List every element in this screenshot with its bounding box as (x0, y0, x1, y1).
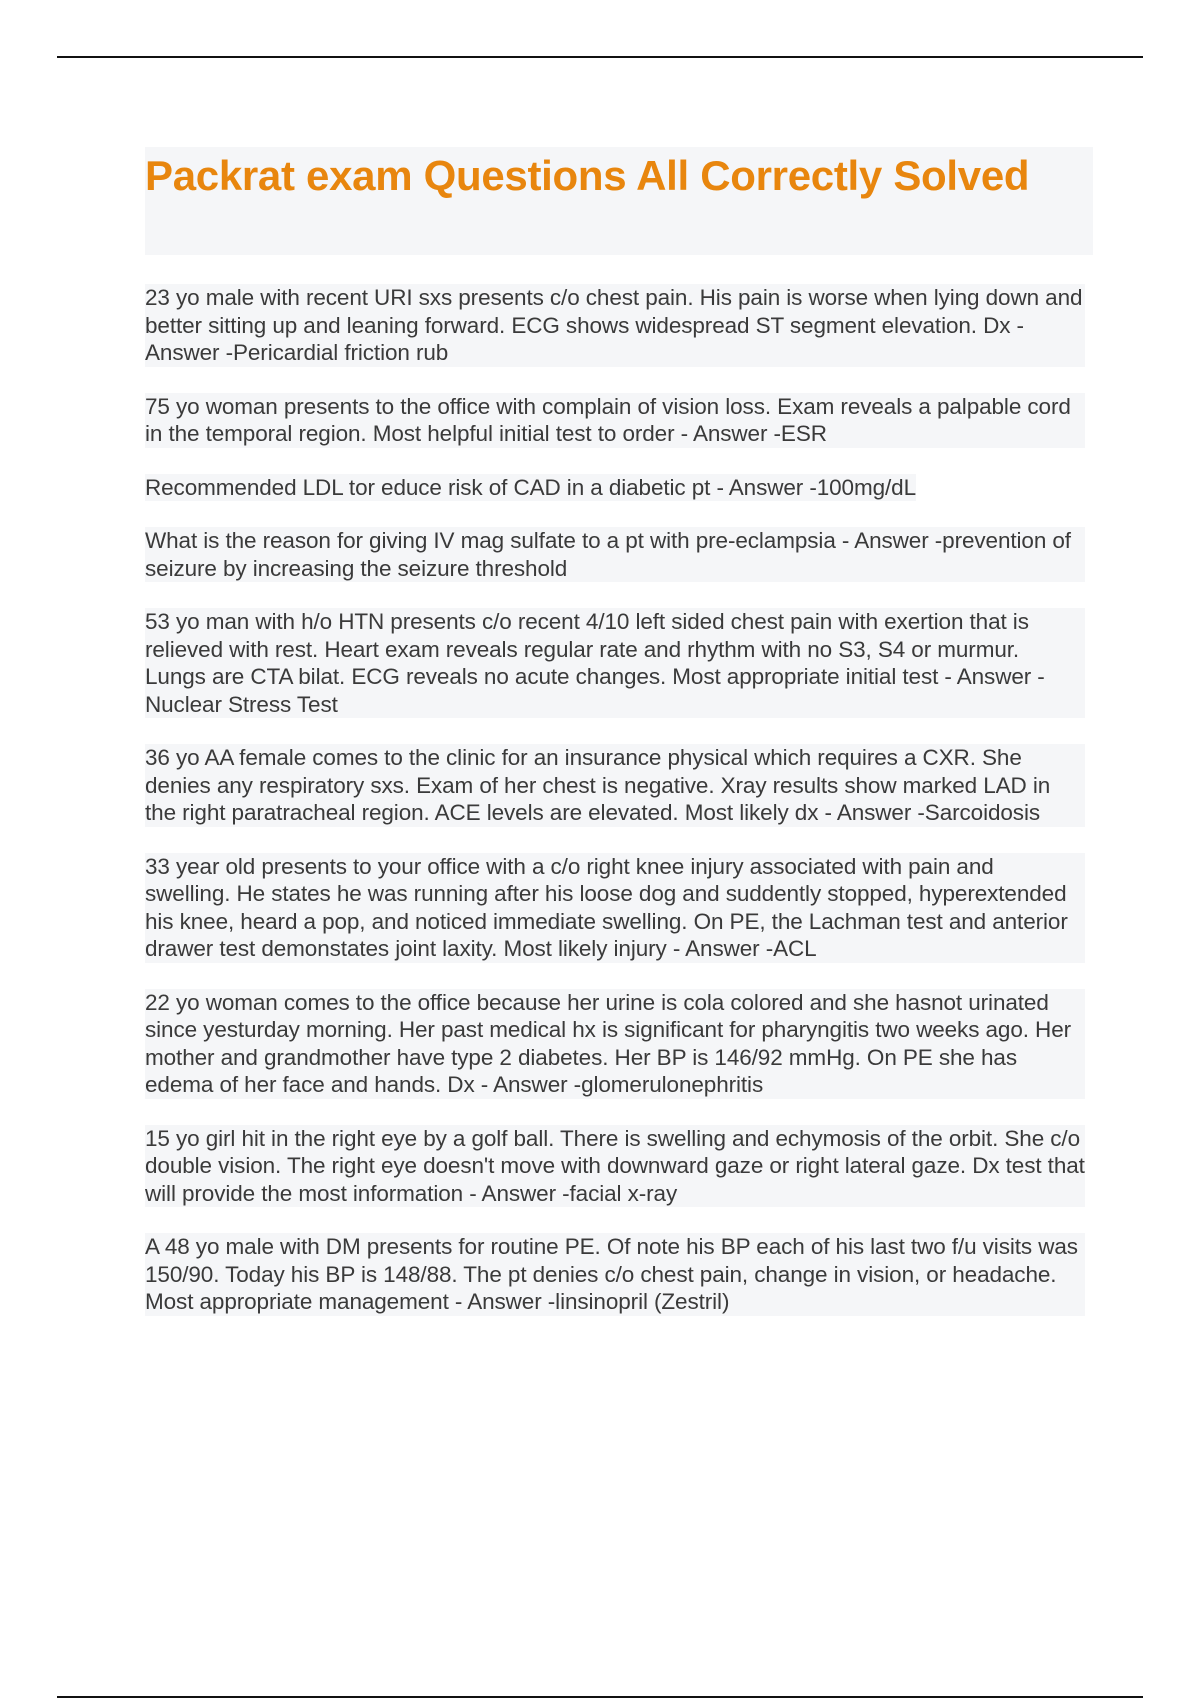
answer-separator: - Answer - (145, 312, 1024, 365)
qa-item (145, 1125, 1085, 1208)
title-block (145, 147, 1093, 255)
answer-text: Nuclear Stress Test (145, 691, 338, 717)
qa-item (145, 853, 1085, 963)
question-text: What is the reason for giving IV mag sulfate to a pt with pre-eclampsia (145, 528, 836, 553)
question-text: A 48 yo male with DM presents for routine PE. Of note his BP each of his last two f/u visits was 150/90. Today his BP is 148/88. The pt denies c/o chest pain, change in vision, or headache. Most appropriate management (145, 1234, 1078, 1314)
question-text: 33 year old presents to your office with a c/o right knee injury associated with pain and swelling. He states he was running after his loose dog and suddently stopped, hyperextended his knee, heard a pop, and noticed immediate swelling. On PE, the Lachman test and anterior drawer test demonstates joint laxity. Most likely injury (145, 853, 1068, 961)
qa-item (145, 608, 1085, 718)
answer-text: glomerulonephritis (581, 1072, 764, 1097)
question-text: 22 yo woman comes to the office because her urine is cola colored and she hasnot urinated since yesturday morning. Her past medical hx is significant for pharyngitis two weeks ago. Her mother and grandmother have type 2 diabetes. Her BP is 146/92 mmHg. On PE she has edema of her face and hands. Dx (145, 989, 1072, 1097)
answer-text: Pericardial friction rub (232, 340, 449, 365)
answer-separator: - Answer - (818, 800, 925, 825)
answer-separator: - Answer - (666, 936, 774, 961)
answer-separator: - Answer - (938, 664, 1045, 689)
document-body (145, 147, 1093, 1342)
header-rule (57, 56, 1143, 58)
answer-text: Sarcoidosis (924, 800, 1040, 825)
qa-item (145, 744, 1085, 827)
answer-separator: - Answer - (463, 1180, 570, 1206)
qa-item (145, 1233, 1085, 1316)
question-text: 15 yo girl hit in the right eye by a golf ball. There is swelling and echymosis of the orbit. She c/o double vision. The right eye doesn't move with downward gaze or right lateral gaze. Dx test that will provide the most information (145, 1125, 1085, 1206)
question-text: 75 yo woman presents to the office with complain of vision loss. Exam reveals a palpable cord in the temporal region. Most helpful initial test to order (145, 393, 1071, 446)
question-text: Recommended LDL tor educe risk of CAD in a diabetic pt (145, 474, 711, 500)
answer-text: linsinopril (Zestril) (555, 1289, 730, 1314)
footer-rule (57, 1696, 1143, 1698)
question-text: 23 yo male with recent URI sxs presents c/o chest pain. His pain is worse when lying down and better sitting up and leaning forward. ECG shows widespread ST segment elevation. Dx (145, 285, 1083, 338)
qa-item (145, 989, 1085, 1099)
answer-separator: - Answer - (674, 421, 781, 446)
answer-text: prevention of seizure by increasing the seizure threshold (145, 528, 1071, 581)
qa-item (145, 284, 1085, 367)
question-text: 36 yo AA female comes to the clinic for an insurance physical which requires a CXR. She denies any respiratory sxs. Exam of her chest is negative. Xray results show marked LAD in the right paratracheal region. ACE levels are elevated. Most likely dx (145, 745, 1051, 825)
document-title: Packrat exam Questions All Correctly Solved (145, 152, 1030, 199)
qa-item (145, 393, 1085, 448)
answer-separator: - Answer - (710, 474, 817, 500)
question-text: 53 yo man with h/o HTN presents c/o recent 4/10 left sided chest pain with exertion that is relieved with rest. Heart exam reveals regular rate and rhythm with no S3, S4 or murmur. Lungs are CTA bilat. ECG reveals no acute changes. Most appropriate initial test (145, 609, 1029, 689)
qa-item (145, 527, 1085, 582)
qa-list (145, 284, 1093, 1316)
answer-separator: - Answer - (474, 1072, 582, 1097)
answer-separator: - Answer - (835, 528, 943, 553)
qa-item (145, 474, 916, 502)
answer-text: facial x-ray (569, 1180, 678, 1206)
answer-text: ACL (773, 936, 817, 961)
answer-text: 100mg/dL (816, 474, 917, 500)
answer-separator: - Answer - (448, 1289, 556, 1314)
answer-text: ESR (780, 421, 827, 446)
